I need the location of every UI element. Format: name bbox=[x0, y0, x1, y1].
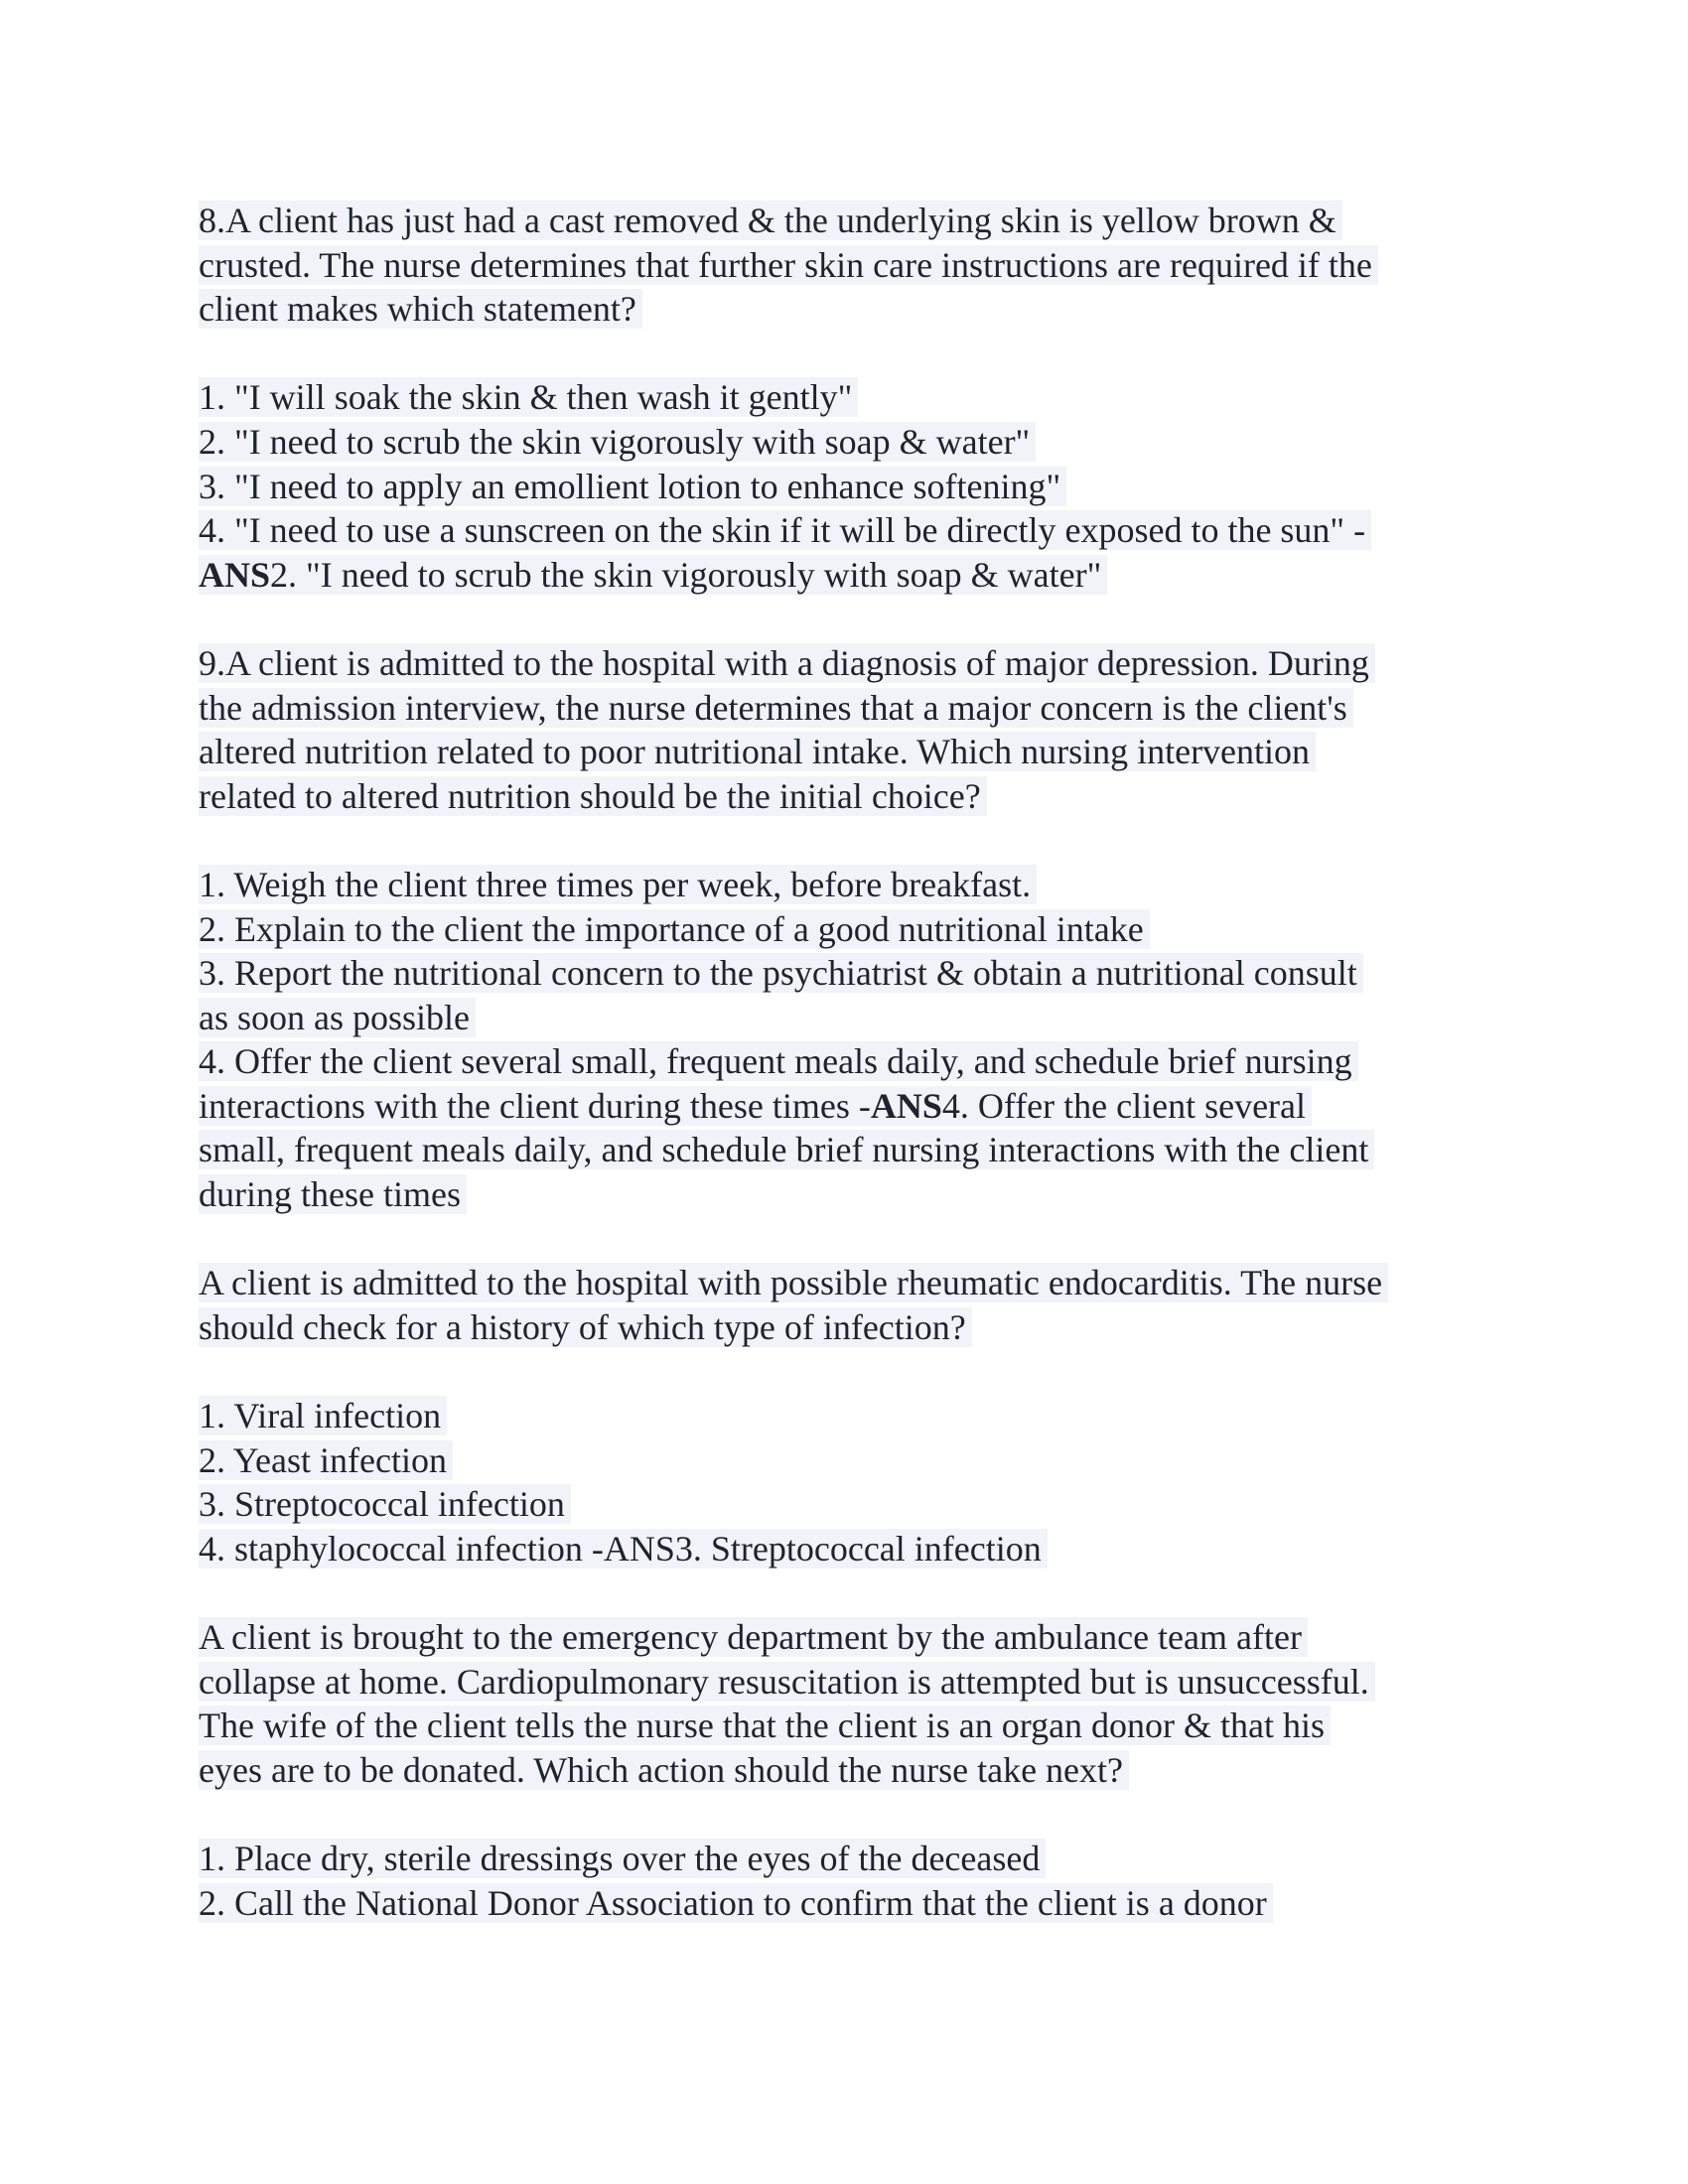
question-text-line: A client is brought to the emergency department by the ambulance team after bbox=[199, 1615, 1499, 1660]
document-page bbox=[199, 199, 1499, 1925]
answer-option: 1. Weigh the client three times per week, before breakfast. bbox=[199, 863, 1499, 907]
question-10 bbox=[199, 1261, 1499, 1570]
question-text-line: related to altered nutrition should be the initial choice? bbox=[199, 774, 1499, 819]
spacer bbox=[199, 1349, 1499, 1394]
answer-text: 4. Offer the client several bbox=[941, 1085, 1307, 1126]
spacer bbox=[199, 332, 1499, 376]
question-text-line: altered nutrition related to poor nutritional intake. Which nursing intervention bbox=[199, 730, 1499, 774]
option-text: interactions with the client during these times - bbox=[199, 1085, 871, 1126]
answer-label: ANS bbox=[199, 554, 271, 595]
answer-option: 3. Streptococcal infection bbox=[199, 1482, 1499, 1527]
question-text-line: collapse at home. Cardiopulmonary resuscitation is attempted but is unsuccessful. bbox=[199, 1660, 1499, 1705]
answer-label: ANS bbox=[870, 1085, 942, 1126]
question-text-line: A client is admitted to the hospital with possible rheumatic endocarditis. The nurse bbox=[199, 1261, 1499, 1305]
answer-key-line bbox=[199, 1084, 1499, 1129]
spacer bbox=[199, 597, 1499, 641]
answer-key-line bbox=[199, 553, 1499, 598]
answer-option: 3. Report the nutritional concern to the psychiatrist & obtain a nutritional consult bbox=[199, 951, 1499, 996]
question-text-line: should check for a history of which type of infection? bbox=[199, 1305, 1499, 1350]
answer-option: as soon as possible bbox=[199, 996, 1499, 1040]
answer-text-line: during these times bbox=[199, 1172, 1499, 1217]
question-text-line: 9.A client is admitted to the hospital with a diagnosis of major depression. During bbox=[199, 641, 1499, 686]
answer-option: 4. Offer the client several small, frequent meals daily, and schedule brief nursing bbox=[199, 1039, 1499, 1084]
question-9 bbox=[199, 641, 1499, 1217]
spacer bbox=[199, 1217, 1499, 1262]
answer-text: 2. "I need to scrub the skin vigorously with soap & water" bbox=[270, 554, 1102, 595]
question-text-line: The wife of the client tells the nurse that the client is an organ donor & that his bbox=[199, 1704, 1499, 1748]
answer-text-line: small, frequent meals daily, and schedule brief nursing interactions with the client bbox=[199, 1128, 1499, 1172]
spacer bbox=[199, 1570, 1499, 1615]
question-text-line: crusted. The nurse determines that further skin care instructions are required if the bbox=[199, 243, 1499, 288]
answer-option: 3. "I need to apply an emollient lotion to enhance softening" bbox=[199, 465, 1499, 509]
answer-option: 2. "I need to scrub the skin vigorously with soap & water" bbox=[199, 420, 1499, 465]
answer-option: 1. Viral infection bbox=[199, 1394, 1499, 1438]
answer-option: 4. "I need to use a sunscreen on the skin if it will be directly exposed to the sun" - bbox=[199, 508, 1499, 553]
question-11 bbox=[199, 1615, 1499, 1925]
question-text-line: 8.A client has just had a cast removed & the underlying skin is yellow brown & bbox=[199, 199, 1499, 243]
answer-option: 2. Explain to the client the importance of a good nutritional intake bbox=[199, 907, 1499, 952]
answer-option: 1. Place dry, sterile dressings over the eyes of the deceased bbox=[199, 1837, 1499, 1881]
answer-option: 2. Yeast infection bbox=[199, 1438, 1499, 1483]
spacer bbox=[199, 1792, 1499, 1837]
spacer bbox=[199, 818, 1499, 863]
question-text-line: eyes are to be donated. Which action should the nurse take next? bbox=[199, 1748, 1499, 1793]
question-text-line: client makes which statement? bbox=[199, 287, 1499, 332]
question-8 bbox=[199, 199, 1499, 597]
answer-option: 4. staphylococcal infection -ANS3. Streptococcal infection bbox=[199, 1527, 1499, 1571]
answer-option: 1. "I will soak the skin & then wash it gently" bbox=[199, 375, 1499, 420]
answer-option: 2. Call the National Donor Association to confirm that the client is a donor bbox=[199, 1881, 1499, 1926]
question-text-line: the admission interview, the nurse determines that a major concern is the client's bbox=[199, 686, 1499, 731]
